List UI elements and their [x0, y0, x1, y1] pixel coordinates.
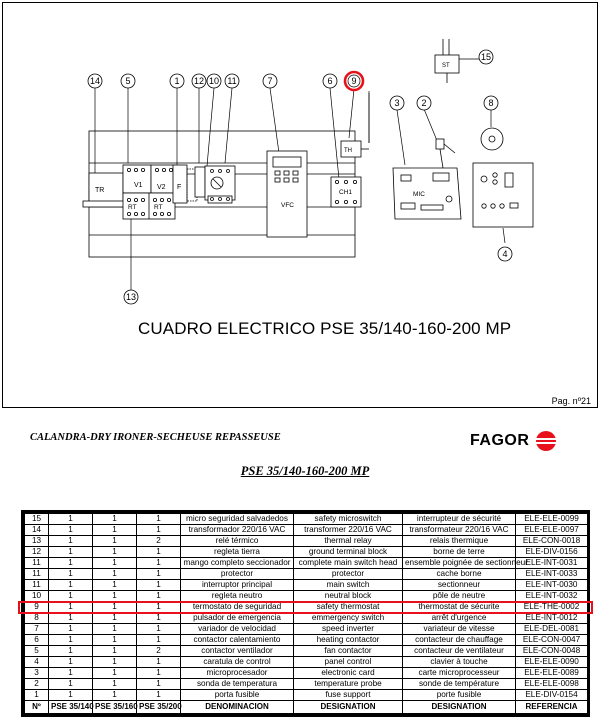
callout-11: 11 [227, 76, 237, 86]
table-cell: 1 [137, 690, 181, 701]
table-row [25, 536, 588, 547]
parts-table-body [25, 514, 588, 714]
callout-12: 12 [193, 76, 205, 86]
emergency-switch [481, 128, 503, 150]
table-cell: pôle de neutre [403, 591, 516, 602]
table-cell: 1 [93, 679, 137, 690]
table-cell: ELE-DIV-0156 [516, 547, 588, 558]
diagram-frame [2, 2, 598, 408]
table-cell: electronic card [294, 668, 403, 679]
label-th: TH [344, 148, 352, 154]
table-cell: 1 [49, 558, 93, 569]
column-header: PSE 35/160 [93, 701, 137, 714]
table-cell: micro seguridad salvadedos [181, 514, 294, 525]
table-cell: fan contactor [294, 646, 403, 657]
table-cell: termostato de seguridad [181, 602, 294, 613]
table-cell: 1 [93, 602, 137, 613]
document-subtitle: CALANDRA-DRY IRONER-SECHEUSE REPASSEUSE [30, 432, 281, 443]
table-cell: transformer 220/16 VAC [294, 525, 403, 536]
callout-1: 1 [174, 76, 180, 86]
table-cell: thermal relay [294, 536, 403, 547]
safety-microswitch [435, 39, 459, 83]
table-cell: ELE-CON-0048 [516, 646, 588, 657]
table-cell: transformateur 220/16 VAC [403, 525, 516, 536]
table-cell: emmergency switch [294, 613, 403, 624]
table-cell: 1 [49, 635, 93, 646]
table-cell: transformador 220/16 VAC [181, 525, 294, 536]
label-f: F [177, 184, 182, 191]
control-panel-face [473, 163, 533, 227]
callout-8: 8 [488, 98, 494, 108]
table-cell: 1 [137, 668, 181, 679]
table-row [25, 558, 588, 569]
table-cell: 15 [25, 514, 49, 525]
table-cell: heating contactor [294, 635, 403, 646]
table-row [25, 679, 588, 690]
table-cell: 7 [25, 624, 49, 635]
table-cell: borne de terre [403, 547, 516, 558]
microprocessor-card [393, 168, 461, 219]
table-cell: 1 [93, 547, 137, 558]
brand-mark-icon [532, 430, 560, 452]
table-cell: cache borne [403, 569, 516, 580]
table-cell: 1 [49, 547, 93, 558]
table-cell: 1 [93, 635, 137, 646]
table-cell: protector [181, 569, 294, 580]
table-cell: 1 [137, 514, 181, 525]
table-row [25, 580, 588, 591]
page-number: Pag. nº21 [551, 396, 591, 406]
table-cell: ELE-THE-0002 [516, 602, 588, 613]
table-cell: fuse support [294, 690, 403, 701]
callout-4: 4 [502, 249, 508, 259]
table-cell: pulsador de emergencia [181, 613, 294, 624]
callout-3: 3 [394, 98, 400, 108]
speed-inverter [267, 151, 307, 237]
label-v1: V1 [134, 182, 143, 189]
main-switch-block [195, 166, 235, 203]
column-header: DENOMINACION [181, 701, 294, 714]
table-cell: 9 [25, 602, 49, 613]
table-cell: 1 [137, 558, 181, 569]
table-row [25, 514, 588, 525]
table-cell: porte fusible [403, 690, 516, 701]
callout-2: 2 [421, 98, 427, 108]
table-cell: interrupteur de sécurité [403, 514, 516, 525]
label-ch1: CH1 [339, 189, 353, 196]
table-cell: ELE-CON-0047 [516, 635, 588, 646]
table-cell: 1 [49, 690, 93, 701]
table-cell: carte microprocesseur [403, 668, 516, 679]
table-cell: thermostat de sécurite [403, 602, 516, 613]
table-row [25, 624, 588, 635]
table-cell: sonde de température [403, 679, 516, 690]
table-cell: 1 [137, 547, 181, 558]
table-cell: 1 [93, 558, 137, 569]
callout-13: 13 [125, 292, 137, 302]
table-cell: 2 [137, 536, 181, 547]
table-cell: 1 [49, 569, 93, 580]
table-cell: ELE-INT-0031 [516, 558, 588, 569]
table-cell: 1 [49, 657, 93, 668]
callout-7: 7 [267, 76, 273, 86]
brand-logo [470, 430, 560, 452]
temperature-probe [436, 139, 455, 168]
electrical-diagram [3, 3, 599, 409]
table-cell: 1 [93, 569, 137, 580]
table-cell: mango completo seccionador [181, 558, 294, 569]
table-cell: ELE-DIV-0154 [516, 690, 588, 701]
callout-5: 5 [125, 76, 131, 86]
table-row [25, 525, 588, 536]
table-cell: 1 [137, 591, 181, 602]
table-cell: safety microswitch [294, 514, 403, 525]
table-cell: 1 [93, 514, 137, 525]
table-cell: 3 [25, 668, 49, 679]
column-header: Nº [25, 701, 49, 714]
table-cell: ELE-ELE-0099 [516, 514, 588, 525]
table-cell: speed inverter [294, 624, 403, 635]
table-cell: porta fusible [181, 690, 294, 701]
table-cell: 10 [25, 591, 49, 602]
table-cell: regleta neutro [181, 591, 294, 602]
column-header: DESIGNATION [403, 701, 516, 714]
table-cell: 1 [137, 679, 181, 690]
table-cell: 1 [49, 613, 93, 624]
table-cell: 1 [49, 514, 93, 525]
table-cell: 2 [25, 679, 49, 690]
table-cell: ELE-ELE-0098 [516, 679, 588, 690]
table-cell: interruptor principal [181, 580, 294, 591]
label-st: ST [442, 63, 450, 69]
table-cell: 1 [137, 635, 181, 646]
table-cell: regleta tierra [181, 547, 294, 558]
transformer-component [83, 173, 129, 207]
table-cell: caratula de control [181, 657, 294, 668]
table-cell: ELE-INT-0012 [516, 613, 588, 624]
table-cell: 1 [49, 591, 93, 602]
table-cell: 1 [93, 580, 137, 591]
table-row [25, 635, 588, 646]
table-cell: ELE-DEL-0081 [516, 624, 588, 635]
table-cell: contacteur de ventilateur [403, 646, 516, 657]
table-cell: 2 [137, 646, 181, 657]
table-cell: 14 [25, 525, 49, 536]
table-cell: 1 [93, 591, 137, 602]
table-cell: 1 [137, 525, 181, 536]
table-cell: panel control [294, 657, 403, 668]
label-tr: TR [95, 187, 105, 194]
table-cell: 1 [93, 536, 137, 547]
table-cell: 1 [93, 668, 137, 679]
table-header-row [25, 701, 588, 714]
table-row [25, 569, 588, 580]
label-rt2: RT [154, 204, 163, 211]
table-row [25, 690, 588, 701]
callout-14: 14 [89, 76, 101, 86]
table-cell: 1 [93, 624, 137, 635]
parts-table-container [21, 510, 590, 717]
label-vfc: VFC [281, 202, 294, 209]
table-cell: 1 [49, 536, 93, 547]
column-header: PSE 35/200 [137, 701, 181, 714]
table-cell: 1 [93, 646, 137, 657]
table-cell: 1 [93, 613, 137, 624]
table-cell: ELE-ELE-0089 [516, 668, 588, 679]
table-row [25, 602, 588, 613]
table-row [25, 646, 588, 657]
label-mic: MIC [413, 191, 425, 198]
diagram-title: CUADRO ELECTRICO PSE 35/140-160-200 MP [138, 319, 512, 338]
table-cell: 1 [137, 602, 181, 613]
table-cell: contactor calentamiento [181, 635, 294, 646]
table-cell: 1 [49, 580, 93, 591]
table-row [25, 547, 588, 558]
table-cell: safety thermostat [294, 602, 403, 613]
table-cell: 11 [25, 569, 49, 580]
brand-name: FAGOR [470, 432, 530, 449]
table-cell: 1 [137, 613, 181, 624]
table-cell: sectionneur [403, 580, 516, 591]
table-cell: 11 [25, 580, 49, 591]
table-cell: variateur de vitesse [403, 624, 516, 635]
table-cell: arrêt d'urgence [403, 613, 516, 624]
table-cell: 1 [25, 690, 49, 701]
label-v2: V2 [157, 184, 166, 191]
table-cell: 1 [93, 657, 137, 668]
table-row [25, 668, 588, 679]
parts-table [24, 513, 588, 714]
table-cell: ELE-ELE-0090 [516, 657, 588, 668]
table-cell: variador de velocidad [181, 624, 294, 635]
table-cell: microprocesador [181, 668, 294, 679]
table-cell: 1 [49, 679, 93, 690]
table-cell: 4 [25, 657, 49, 668]
table-cell: main switch [294, 580, 403, 591]
table-cell: protector [294, 569, 403, 580]
table-cell: 1 [137, 624, 181, 635]
table-cell: 1 [49, 624, 93, 635]
table-cell: 1 [137, 580, 181, 591]
table-cell: 1 [93, 690, 137, 701]
table-cell: relé térmico [181, 536, 294, 547]
table-row [25, 657, 588, 668]
callout-10: 10 [208, 76, 220, 86]
table-cell: temperature probe [294, 679, 403, 690]
table-cell: 5 [25, 646, 49, 657]
table-cell: ground terminal block [294, 547, 403, 558]
model-title-text: PSE 35/140-160-200 MP [240, 464, 370, 478]
table-cell: 1 [49, 646, 93, 657]
table-cell: contacteur de chauffage [403, 635, 516, 646]
table-cell: 1 [49, 525, 93, 536]
table-cell: neutral block [294, 591, 403, 602]
table-cell: 6 [25, 635, 49, 646]
table-cell: ELE-ELE-0097 [516, 525, 588, 536]
model-title [0, 464, 600, 479]
table-cell: ELE-INT-0030 [516, 580, 588, 591]
table-cell: 1 [49, 668, 93, 679]
table-cell: sonda de temperatura [181, 679, 294, 690]
column-header: REFERENCIA [516, 701, 588, 714]
table-cell: ELE-INT-0033 [516, 569, 588, 580]
table-cell: ensemble poignée de sectionneur [403, 558, 516, 569]
table-cell: 1 [49, 602, 93, 613]
callout-9: 9 [351, 76, 357, 86]
callout-6: 6 [327, 76, 333, 86]
table-cell: 1 [137, 569, 181, 580]
label-rt1: RT [128, 204, 137, 211]
table-cell: clavier à touche [403, 657, 516, 668]
table-cell: ELE-CON-0018 [516, 536, 588, 547]
table-cell: 12 [25, 547, 49, 558]
table-cell: 1 [93, 525, 137, 536]
table-cell: 13 [25, 536, 49, 547]
table-row [25, 591, 588, 602]
table-row [25, 613, 588, 624]
callout-15: 15 [480, 52, 492, 62]
table-cell: ELE-INT-0032 [516, 591, 588, 602]
table-cell: 11 [25, 558, 49, 569]
table-cell: relais thermique [403, 536, 516, 547]
table-cell: 1 [137, 657, 181, 668]
column-header: DESIGNATION [294, 701, 403, 714]
table-cell: 8 [25, 613, 49, 624]
table-cell: contactor ventilador [181, 646, 294, 657]
table-cell: complete main switch head [294, 558, 403, 569]
column-header: PSE 35/140 [49, 701, 93, 714]
